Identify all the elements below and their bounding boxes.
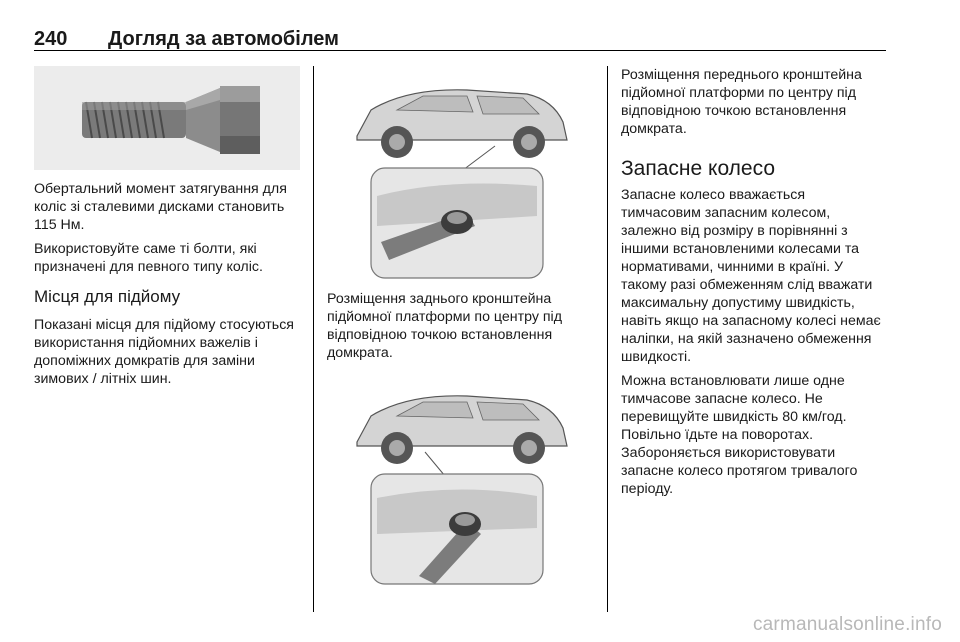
header-rule — [34, 50, 886, 51]
lifting-points-paragraph: Показані місця для підйому стосуються використання підйомних важелів і допоміжних домкратів для заміни зимових / літніх шин. — [34, 317, 294, 387]
column-divider-left — [313, 66, 314, 612]
lifting-points-heading: Місця для підйому — [34, 287, 181, 306]
footer-watermark: carmanualsonline.info — [752, 614, 942, 635]
front-lift-caption: Розміщення переднього кронштейна підйомної платформи по центру під відповідною точкою встановлення домкрата. — [621, 67, 862, 137]
column-3 — [621, 66, 887, 498]
column-1 — [34, 66, 300, 388]
page-number: 240 — [34, 28, 68, 50]
column-2 — [327, 66, 595, 588]
spare-wheel-paragraph-2: Можна встановлювати лише одне тимчасове запасне колесо. Не перевищуйте швидкість 80 км/год. Повільно їдьте на поворотах. Забороняється використовувати запасне колесо протягом тривалого періоду. — [621, 373, 858, 497]
bolts-paragraph: Використовуйте саме ті болти, які призначені для певного типу коліс. — [34, 241, 263, 275]
page-header-title: Догляд за автомобілем — [108, 28, 339, 50]
torque-paragraph: Обертальний момент затягування для коліс зі сталевими дисками становить 115 Нм. — [34, 181, 287, 233]
rear-lift-caption: Розміщення заднього кронштейна підйомної платформи по центру під відповідною точкою встановлення домкрата. — [327, 291, 562, 361]
front-lift-point-illustration — [327, 372, 595, 588]
spare-wheel-paragraph-1: Запасне колесо вважається тимчасовим запасним колесом, залежно від розміру в порівнянні з іншими встановленими колесами та нормативами, чинними в країні. У такому разі обмеженням слід вважати максимальну допустиму швидкість, навіть якщо на запасному колесі немає наліпки, на якій зазначено обмеження швидкості. — [621, 187, 881, 365]
spare-wheel-heading: Запасне колесо — [621, 157, 776, 180]
rear-lift-point-illustration — [327, 66, 595, 282]
wheel-bolt-illustration — [34, 66, 300, 170]
column-divider-right — [607, 66, 608, 612]
